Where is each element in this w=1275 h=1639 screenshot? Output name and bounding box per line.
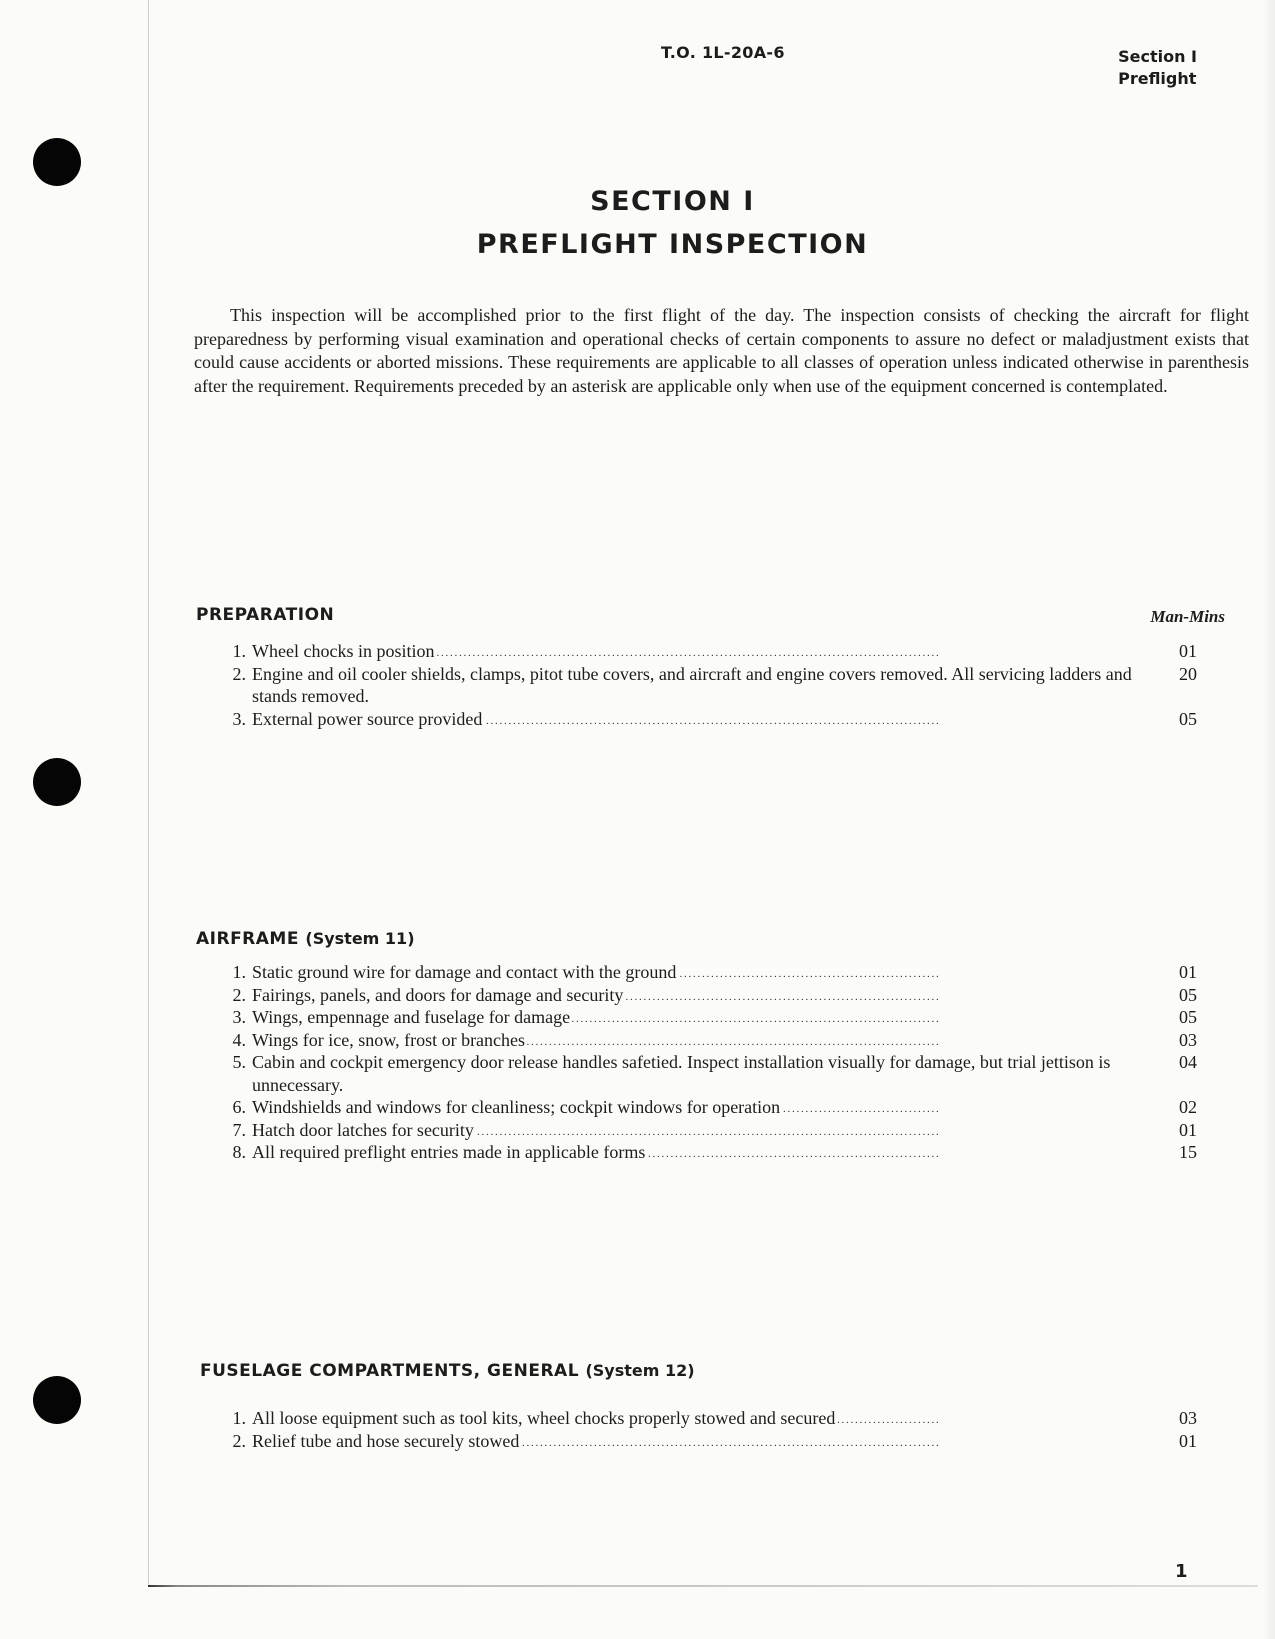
item-man-mins: 03 bbox=[1179, 1029, 1197, 1050]
section-heading-title: FUSELAGE COMPARTMENTS, GENERAL bbox=[200, 1361, 580, 1381]
item-text: Hatch door latches for security bbox=[252, 1119, 474, 1140]
section-heading-airframe bbox=[196, 929, 415, 949]
list-item bbox=[218, 1141, 1218, 1164]
section-name: Preflight bbox=[1118, 69, 1197, 88]
item-number: 1. bbox=[232, 1408, 246, 1428]
title-line-2: PREFLIGHT INSPECTION bbox=[476, 229, 869, 260]
item-man-mins: 04 bbox=[1179, 1052, 1197, 1072]
item-man-mins: 05 bbox=[1179, 984, 1197, 1005]
page-bottom-edge bbox=[148, 1585, 1258, 1587]
list-item bbox=[218, 708, 1218, 731]
list-item bbox=[218, 1430, 1218, 1453]
running-header bbox=[1118, 46, 1197, 90]
item-text: All loose equipment such as tool kits, wheel chocks properly stowed and secured bbox=[252, 1408, 836, 1428]
item-man-mins: 15 bbox=[1179, 1142, 1197, 1162]
item-man-mins: 01 bbox=[1179, 641, 1197, 661]
section-system-number: (System 12) bbox=[585, 1361, 695, 1380]
item-text: Windshields and windows for cleanliness; cockpit windows for operation bbox=[252, 1097, 781, 1117]
item-text: Fairings, panels, and doors for damage and security bbox=[252, 984, 624, 1005]
item-number: 1. bbox=[232, 641, 246, 661]
binder-punch-hole-icon bbox=[33, 138, 81, 186]
list-item bbox=[218, 1006, 1218, 1029]
intro-paragraph: This inspection will be accomplished prior to the first flight of the day. The inspection consists of checking the aircraft for flight preparedness by performing visual examination and operational checks of certain components to assure no defect or maladjustment exists that could cause accidents or aborted missions. These requirements are applicable to all classes of operation unless indicated otherwise in parenthesis after the requirement. Requirements preceded by an asterisk are applicable only when use of the equipment concerned is contemplated. bbox=[194, 305, 1249, 396]
binder-punch-hole-icon bbox=[33, 1376, 81, 1424]
man-mins-column-header: Man-Mins bbox=[1150, 607, 1225, 626]
section-heading-title: PREPARATION bbox=[196, 605, 335, 625]
item-number: 2. bbox=[232, 984, 246, 1005]
item-number: 4. bbox=[232, 1029, 246, 1050]
item-text: Static ground wire for damage and contact with the ground bbox=[252, 962, 677, 982]
item-number: 7. bbox=[232, 1119, 246, 1140]
list-item bbox=[218, 1119, 1218, 1142]
item-text: Wings for ice, snow, frost or branches bbox=[252, 1029, 526, 1050]
list-item bbox=[218, 663, 1218, 708]
item-text: Engine and oil cooler shields, clamps, pitot tube covers, and aircraft and engine covers removed. All servicing ladders and stands removed. bbox=[252, 663, 1132, 706]
fuselage-compartments-list bbox=[218, 1407, 1218, 1452]
item-text: Cabin and cockpit emergency door release handles safetied. Inspect installation visually for damage, but trial jettison is unnecessary. bbox=[252, 1052, 1111, 1095]
item-man-mins: 05 bbox=[1179, 708, 1197, 729]
item-text: All required preflight entries made in applicable forms bbox=[252, 1142, 646, 1162]
binder-punch-hole-icon bbox=[33, 758, 81, 806]
list-item bbox=[218, 1029, 1218, 1052]
item-text: Relief tube and hose securely stowed bbox=[252, 1430, 520, 1451]
section-label: Section I bbox=[1118, 47, 1197, 66]
item-text: Wings, empennage and fuselage for damage bbox=[252, 1007, 571, 1027]
item-man-mins: 20 bbox=[1179, 663, 1197, 684]
airframe-list bbox=[218, 961, 1218, 1164]
preparation-list bbox=[218, 640, 1218, 730]
item-text: Wheel chocks in position bbox=[252, 641, 435, 661]
list-item bbox=[218, 1407, 1218, 1430]
item-text: External power source provided bbox=[252, 708, 483, 729]
section-heading-preparation bbox=[196, 605, 334, 625]
section-heading-title: AIRFRAME bbox=[196, 929, 299, 949]
list-item bbox=[218, 1096, 1218, 1119]
item-man-mins: 01 bbox=[1179, 962, 1197, 982]
item-man-mins: 01 bbox=[1179, 1430, 1197, 1451]
document-number: T.O. 1L-20A-6 bbox=[661, 43, 785, 62]
item-man-mins: 01 bbox=[1179, 1119, 1197, 1140]
section-heading-fuselage-compartments bbox=[200, 1361, 695, 1381]
page-number: 1 bbox=[1175, 1561, 1188, 1582]
item-number: 5. bbox=[232, 1052, 246, 1072]
section-system-number: (System 11) bbox=[305, 929, 415, 948]
item-number: 2. bbox=[232, 663, 246, 684]
item-number: 3. bbox=[232, 708, 246, 729]
item-number: 6. bbox=[232, 1097, 246, 1117]
item-number: 2. bbox=[232, 1430, 246, 1451]
list-item bbox=[218, 1051, 1218, 1096]
title-line-1: SECTION I bbox=[590, 186, 755, 217]
item-number: 8. bbox=[232, 1142, 246, 1162]
item-man-mins: 03 bbox=[1179, 1408, 1197, 1428]
item-number: 1. bbox=[232, 962, 246, 982]
item-number: 3. bbox=[232, 1007, 246, 1027]
item-man-mins: 05 bbox=[1179, 1007, 1197, 1027]
item-man-mins: 02 bbox=[1179, 1097, 1197, 1117]
list-item bbox=[218, 640, 1218, 663]
list-item bbox=[218, 984, 1218, 1007]
list-item bbox=[218, 961, 1218, 984]
page-title bbox=[0, 180, 1275, 266]
